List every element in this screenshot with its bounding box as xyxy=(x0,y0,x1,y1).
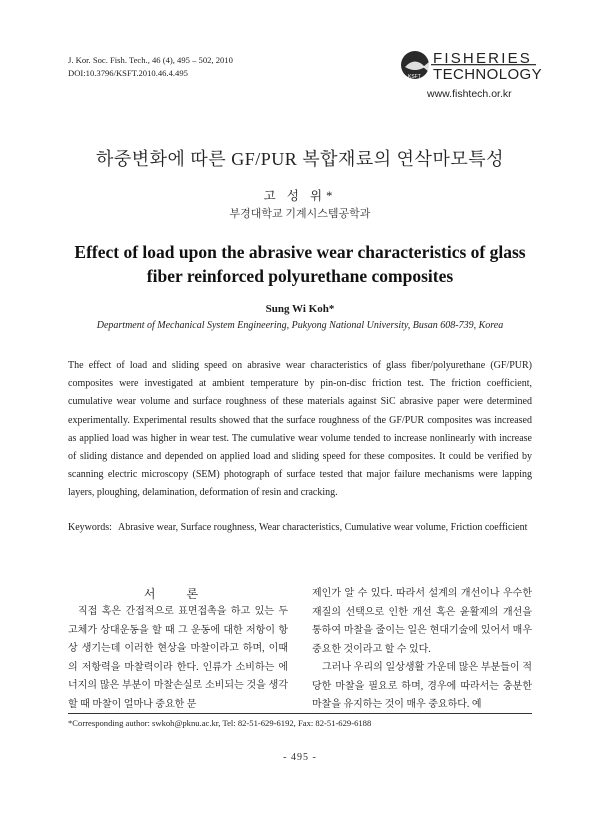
abstract-text: The effect of load and sliding speed on abrasive wear characteristics of glass fiber/polyurethane (GF/PUR) composites were investigated at ambient temperature by pin-on-disc friction test. The friction coefficient, cumulative wear volume and surface roughness of these materials against SiC abrasive paper were determined experimentally. Experimental results showed that the surface roughness of the GF/PUR composites was increased as applied load was higher in wear test. The cumulative wear volume tended to increase nonlinearly with increase of sliding distance and depended on applied load and sliding speed for these composites. It could be verified by scanning electric microscopy (SEM) photograph of surface tested that major failure mechanisms were lapping layers, ploughing, delamination, deformation of resin and cracking. xyxy=(68,360,532,499)
author-english: Sung Wi Koh* xyxy=(265,303,335,315)
journal-citation xyxy=(68,54,233,80)
page-number: - 495 - xyxy=(283,752,317,763)
keywords-text: Abrasive wear, Surface roughness, Wear characteristics, Cumulative wear volume, Friction coefficient xyxy=(118,522,528,533)
affiliation-english: Department of Mechanical System Engineering, Pukyong National University, Busan 608-739, Korea xyxy=(96,320,504,331)
journal-citation-line: J. Kor. Soc. Fish. Tech., 46 (4), 495 – 502, 2010 xyxy=(68,55,233,65)
title-english: Effect of load upon the abrasive wear characteristics of glass fiber reinforced polyurethane composites xyxy=(74,242,526,286)
footnote-divider xyxy=(68,713,532,714)
journal-website-link[interactable]: www.fishtech.or.kr xyxy=(427,88,512,100)
logo-text-technology: TECHNOLOGY xyxy=(433,66,543,83)
section-heading-introduction: 서 론 xyxy=(143,587,213,601)
logo-mark-text: KSFT xyxy=(408,74,421,80)
body-column-left: 직접 혹은 간접적으로 표면접촉을 하고 있는 두 고체가 상대운동을 할 때 그 운동에 대한 저항이 항상 생기는데 이러한 현상을 마찰이라고 하며, 이때의 저항력을 마찰력이라 한다. 인류가 소비하는 에너지의 많은 부분이 마찰손실로 소비되는 것을 생각할 때 마찰이 얼마나 중요한 문 xyxy=(68,606,288,710)
affiliation-korean: 부경대학교 기계시스템공학과 xyxy=(229,208,371,220)
logo-text-fisheries: FISHERIES xyxy=(433,50,532,67)
body-paragraph: 제인가 알 수 있다. 따라서 설계의 개선이나 우수한 재질의 선택으로 인한 개선 혹은 윤활제의 개선을 통하여 마찰을 줄이는 일은 현대기술에 있어서 매우 중요한 것이라고 할 수 있다. xyxy=(312,588,532,655)
author-korean: 고 성 위* xyxy=(263,189,337,203)
body-column-right xyxy=(312,585,532,715)
title-korean: 하중변화에 따른 GF/PUR 복합재료의 연삭마모특성 xyxy=(95,149,504,169)
corresponding-author-footnote: *Corresponding author: swkoh@pknu.ac.kr, Tel: 82-51-629-6192, Fax: 82-51-629-6188 xyxy=(68,718,372,728)
body-paragraph: 그러나 우리의 일상생활 가운데 많은 부분들이 적당한 마찰을 필요로 하며, 경우에 따라서는 충분한 마찰을 유지하는 것이 매우 중요하다. 예 xyxy=(312,662,532,710)
keywords-label: Keywords: xyxy=(68,522,112,533)
doi-line: DOI:10.3796/KSFT.2010.46.4.495 xyxy=(68,68,188,78)
